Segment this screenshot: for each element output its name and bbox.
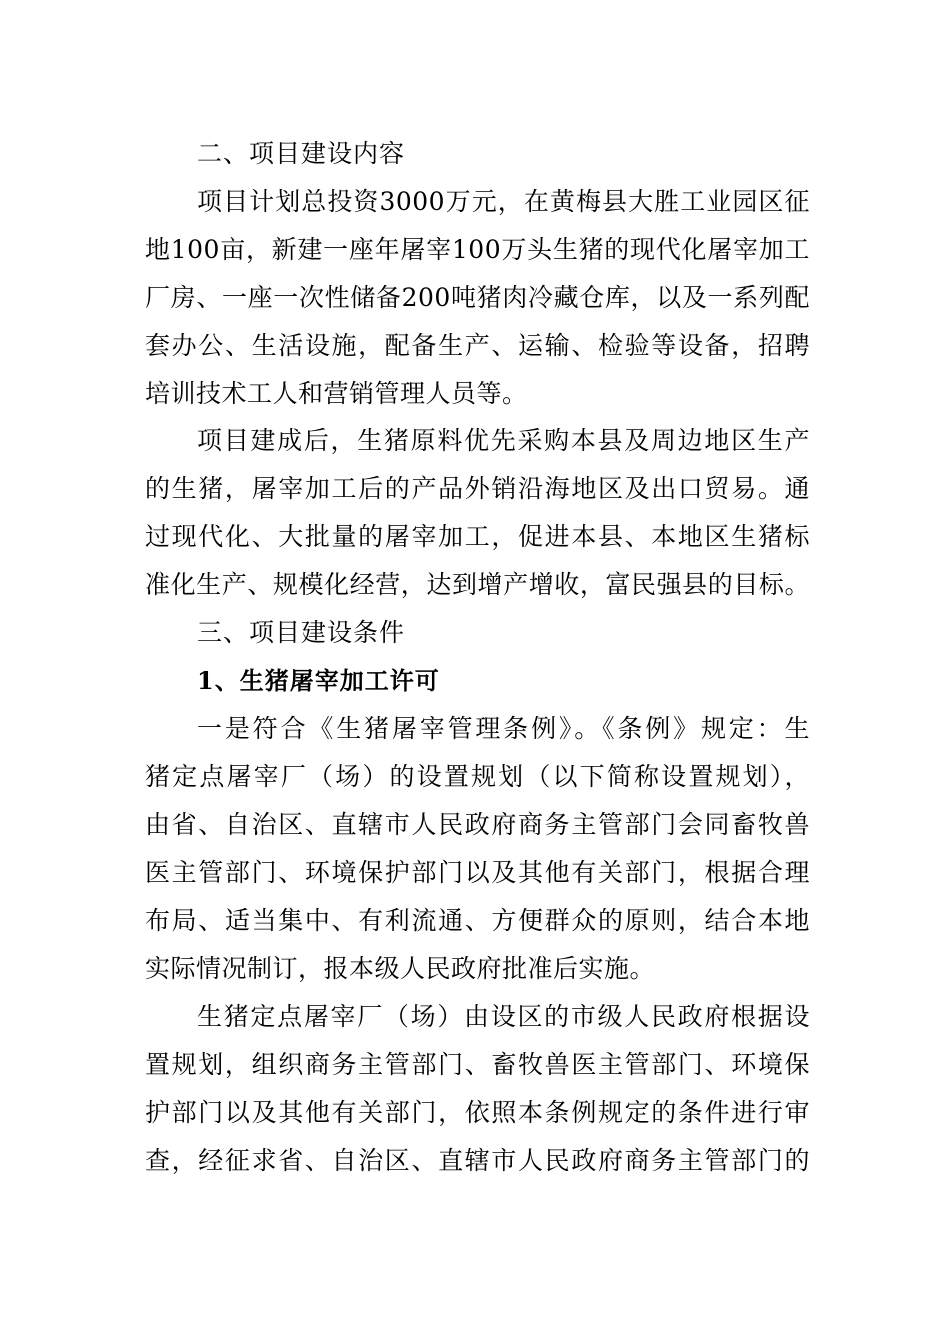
paragraph-line: 地100亩，新建一座年屠宰100万头生猪的现代化屠宰加工 [145, 235, 810, 264]
paragraph-line: 项目计划总投资3000万元，在黄梅县大胜工业园区征 [197, 187, 810, 216]
paragraph-line: 套办公、生活设施，配备生产、运输、检验等设备，招聘 [145, 331, 810, 360]
paragraph-line: 项目建成后，生猪原料优先采购本县及周边地区生产 [197, 426, 810, 455]
paragraph-line: 护部门以及其他有关部门，依照本条例规定的条件进行审 [145, 1098, 810, 1127]
paragraph-line: 查，经征求省、自治区、直辖市人民政府商务主管部门的 [145, 1146, 810, 1175]
paragraph-line: 生猪定点屠宰厂（场）由设区的市级人民政府根据设 [197, 1002, 810, 1031]
paragraph-line: 准化生产、规模化经营，达到增产增收，富民强县的目标。 [145, 570, 810, 599]
paragraph-line: 由省、自治区、直辖市人民政府商务主管部门会同畜牧兽 [145, 810, 810, 839]
paragraph-line: 医主管部门、环境保护部门以及其他有关部门，根据合理 [145, 858, 810, 887]
paragraph-line: 猪定点屠宰厂（场）的设置规划（以下简称设置规划）， [145, 762, 810, 791]
paragraph-line: 的生猪，屠宰加工后的产品外销沿海地区及出口贸易。通 [145, 474, 810, 503]
paragraph-line: 过现代化、大批量的屠宰加工，促进本县、本地区生猪标 [145, 522, 810, 551]
paragraph-line: 一是符合《生猪屠宰管理条例》。《条例》规定：生 [197, 714, 810, 743]
section-2-heading: 二、项目建设内容 [197, 139, 406, 168]
paragraph-line: 置规划，组织商务主管部门、畜牧兽医主管部门、环境保 [145, 1050, 810, 1079]
paragraph-line: 布局、适当集中、有利流通、方便群众的原则，结合本地 [145, 906, 810, 935]
paragraph-line: 实际情况制订，报本级人民政府批准后实施。 [145, 954, 656, 983]
section-3-heading: 三、项目建设条件 [197, 618, 406, 647]
paragraph-line: 厂房、一座一次性储备200吨猪肉冷藏仓库，以及一系列配 [145, 283, 810, 312]
paragraph-line: 培训技术工人和营销管理人员等。 [145, 379, 528, 408]
subsection-heading: 1、生猪屠宰加工许可 [197, 666, 440, 695]
